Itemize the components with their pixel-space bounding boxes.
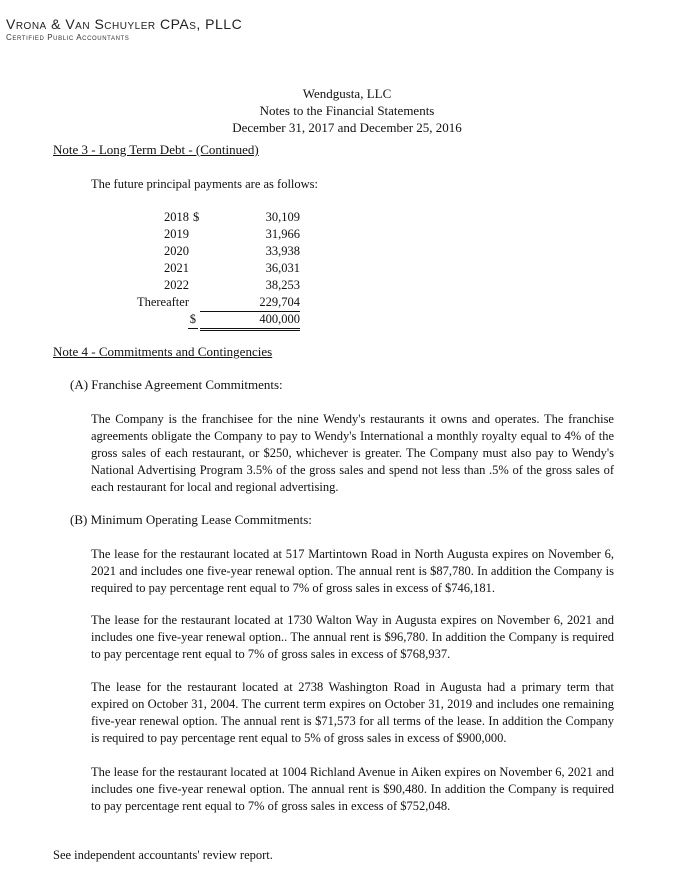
- schedule-amount: 229,704: [200, 294, 300, 312]
- schedule-amount: 31,966: [265, 227, 300, 241]
- document-heading: [0, 85, 694, 136]
- schedule-amount: 38,253: [265, 278, 300, 292]
- note-3-title: Note 3 - Long Term Debt - (Continued): [53, 142, 259, 157]
- lease-paragraph: The lease for the restaurant located at 517 Martintown Road in North Augusta expires on November 6, 2021 and includes one five-year renewal option. The annual rent is $87,780. In addition the Company is required to pay percentage rent equal to 7% of gross sales in excess of $746,181.: [91, 547, 614, 595]
- schedule-amount: 30,109: [265, 210, 300, 224]
- footer-note: See independent accountants' review report.: [53, 848, 273, 862]
- section-a-title: (A) Franchise Agreement Commitments:: [70, 377, 283, 392]
- schedule-amount: 36,031: [265, 261, 300, 275]
- statement-dates: December 31, 2017 and December 25, 2016: [232, 120, 462, 135]
- section-a-text: The Company is the franchisee for the nine Wendy's restaurants it owns and operates. The franchise agreements obligate the Company to pay to Wendy's International a monthly royalty equal to 4% of the gross sales of each restaurant, or $250, whichever is greater. The Company must also pay to Wendy's National Advertising Program 3.5% of the gross sales and spend not less than .5% of the gross sales of each restaurant for local and regional advertising.: [91, 412, 614, 494]
- schedule-total: 400,000: [200, 311, 300, 331]
- lease-paragraph: The lease for the restaurant located at 1004 Richland Avenue in Aiken expires on November 6, 2021 and includes one five-year renewal option. The annual rent is $90,480. In addition the Company is required to pay percentage rent equal to 7% of gross sales in excess of $752,048.: [91, 765, 614, 813]
- schedule-year: 2021: [164, 261, 189, 275]
- schedule-year: 2022: [164, 278, 189, 292]
- statement-title: Notes to the Financial Statements: [259, 103, 435, 118]
- schedule-year: 2019: [164, 227, 189, 241]
- schedule-row: [110, 277, 300, 294]
- schedule-total-row: [110, 311, 300, 328]
- schedule-year: Thereafter: [136, 295, 189, 309]
- schedule-currency: $: [193, 210, 200, 224]
- schedule-row: [110, 243, 300, 260]
- lease-paragraph: The lease for the restaurant located at 1730 Walton Way in Augusta expires on November 6, 2021 and includes one five-year renewal option.. The annual rent is $96,780. In addition the Company is required to pay percentage rent equal to 7% of gross sales in excess of $768,937.: [91, 613, 614, 661]
- schedule-row: [110, 294, 300, 311]
- schedule-total-currency: $: [188, 311, 198, 329]
- schedule-row: [110, 260, 300, 277]
- company-name: Wendgusta, LLC: [302, 86, 392, 101]
- note-4-title: Note 4 - Commitments and Contingencies: [53, 344, 273, 359]
- lease-paragraph: The lease for the restaurant located at 2738 Washington Road in Augusta had a primary term that expired on October 31, 2004. The current term expires on October 31, 2019 and includes one remaining five-year renewal option. The annual rent is $71,573 for all terms of the lease. In addition the Company is required to pay percentage rent equal to 5% of gross sales in excess of $900,000.: [91, 680, 614, 745]
- firm-header: [6, 16, 242, 42]
- schedule-amount: 33,938: [265, 244, 300, 258]
- schedule-row: [110, 209, 300, 226]
- section-b-title: (B) Minimum Operating Lease Commitments:: [70, 512, 312, 527]
- principal-payment-schedule: [110, 209, 300, 328]
- schedule-year: 2018: [164, 210, 189, 224]
- schedule-row: [110, 226, 300, 243]
- firm-name: Vrona & Van Schuyler CPAs, PLLC: [6, 16, 243, 32]
- note-3-intro: The future principal payments are as follows:: [91, 177, 319, 191]
- firm-subtitle: Certified Public Accountants: [6, 33, 130, 42]
- schedule-year: 2020: [164, 244, 189, 258]
